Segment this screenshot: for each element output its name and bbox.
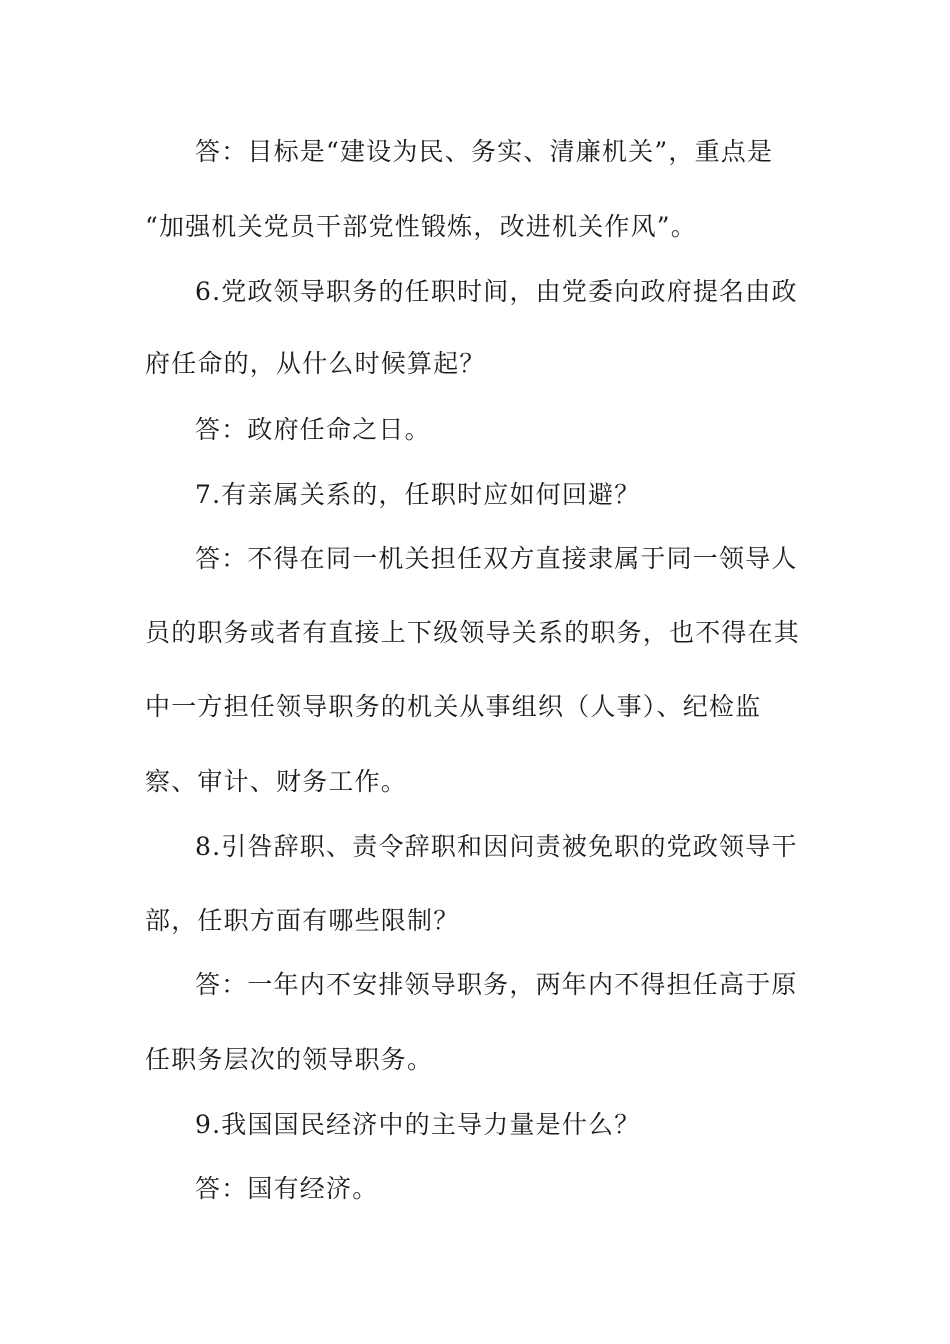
answer-5-line-1: 答：目标是“建设为民、务实、清廉机关”，重点是 <box>195 137 774 166</box>
answer-6: 答：政府任命之日。 <box>195 415 431 444</box>
answer-9: 答：国有经济。 <box>195 1174 379 1203</box>
answer-8-line-1: 答：一年内不安排领导职务，两年内不得担任高于原 <box>195 970 798 999</box>
answer-5-line-2: “加强机关党员干部党性锻炼，改进机关作风”。 <box>145 212 697 241</box>
question-9: 9.我国国民经济中的主导力量是什么？ <box>195 1110 641 1139</box>
answer-7-line-4: 察、审计、财务工作。 <box>145 767 408 796</box>
answer-8-line-2: 任职务层次的领导职务。 <box>145 1045 434 1074</box>
answer-7-line-3: 中一方担任领导职务的机关从事组织（人事）、纪检监 <box>145 692 762 721</box>
question-8-line-2: 部，任职方面有哪些限制？ <box>145 906 460 935</box>
question-6-line-2: 府任命的，从什么时候算起？ <box>145 349 486 378</box>
question-6-line-1: 6.党政领导职务的任职时间，由党委向政府提名由政 <box>195 277 798 306</box>
question-7: 7.有亲属关系的，任职时应如何回避？ <box>195 480 641 509</box>
answer-7-line-2: 员的职务或者有直接上下级领导关系的职务，也不得在其 <box>145 618 801 647</box>
answer-7-line-1: 答：不得在同一机关担任双方直接隶属于同一领导人 <box>195 544 798 573</box>
question-8-line-1: 8.引咎辞职、责令辞职和因问责被免职的党政领导干 <box>195 832 798 861</box>
